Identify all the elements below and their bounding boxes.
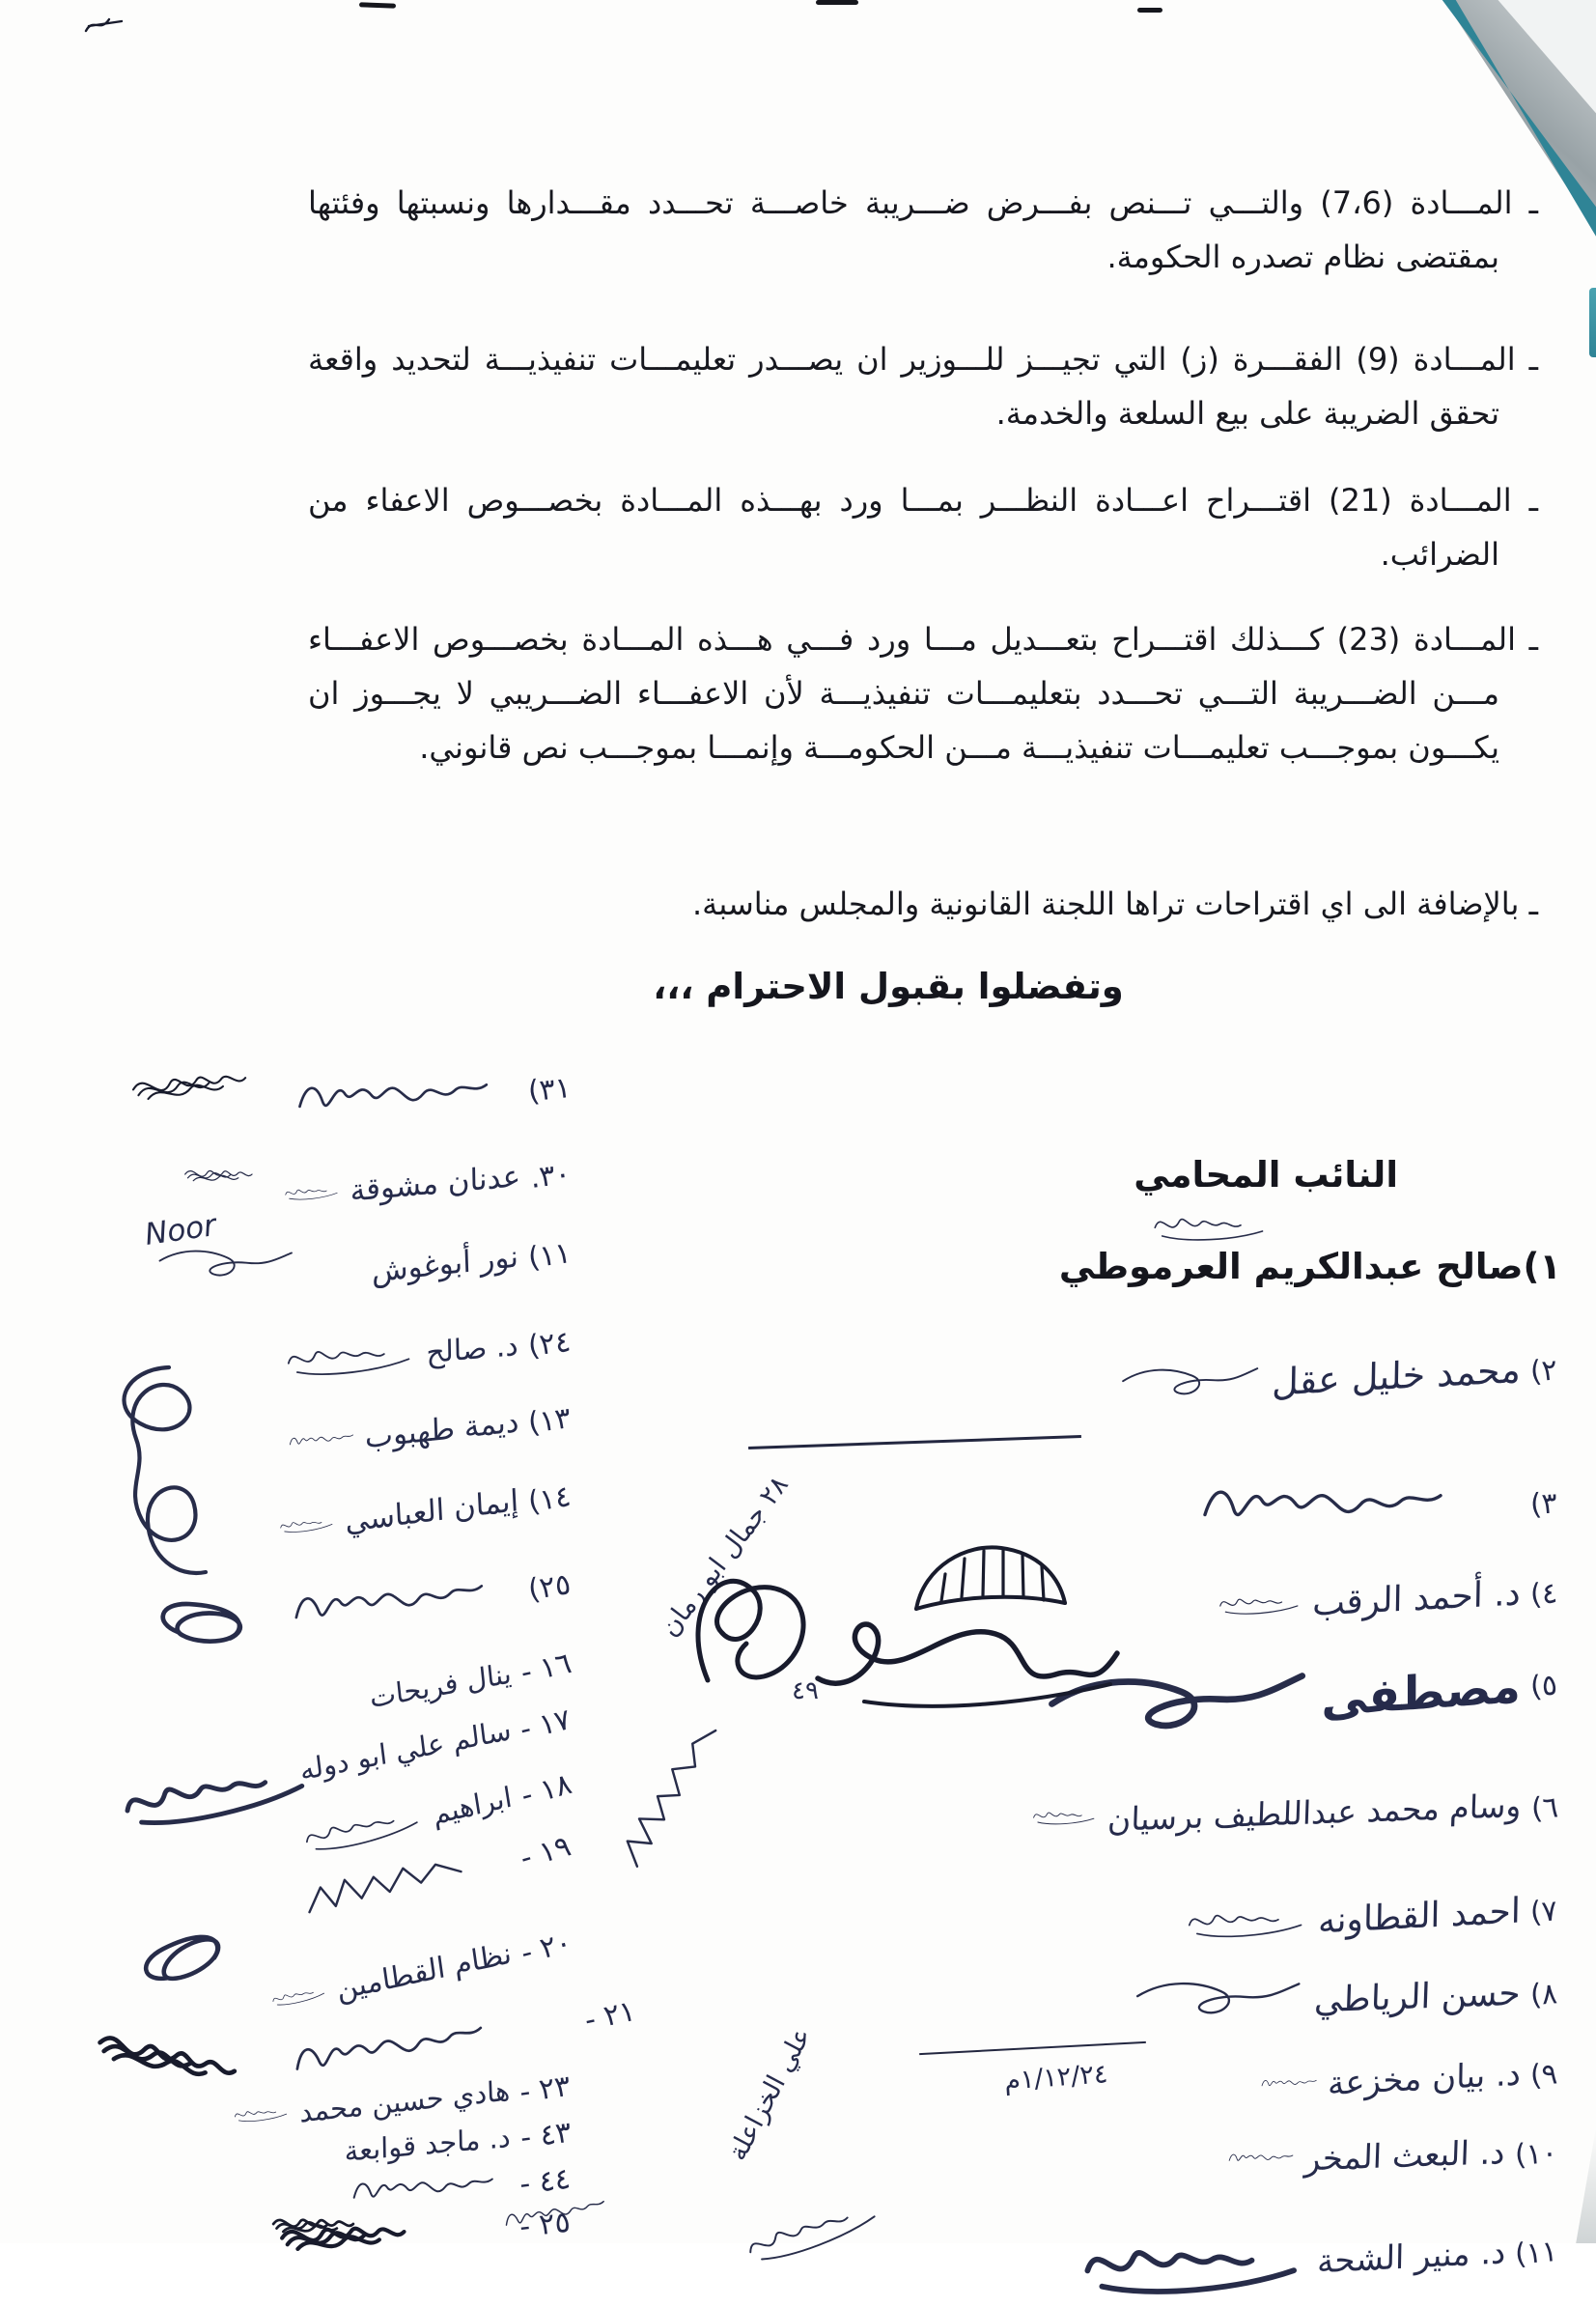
signature-large-loops xyxy=(105,1704,325,1881)
signatory-row-left-13 xyxy=(286,1398,573,1463)
signatory-name: مصطفى xyxy=(1321,1658,1522,1728)
paragraph-article-9: ـ المـــادة (9) الفقـــرة (ز) التي تجيـــز للـــوزير ان يصـــدر تعليمـــات تنفيذيـــة لتحديد واقعة تحقق الضريبة على بيع السلعة والخدمة. xyxy=(308,341,1538,432)
signature-bottom-scribble xyxy=(162,2208,481,2240)
signatory-row-right-3 xyxy=(1134,1466,1558,1549)
diagonal-signature-scribble xyxy=(600,1693,753,1894)
signatory-name: سالم علي ابو دوله xyxy=(297,1712,514,1787)
signatory-name: محمد خليل عقل xyxy=(1272,1348,1522,1404)
signatory-name: صالح عبدالكريم العرموطي xyxy=(1058,1246,1524,1287)
handwritten-number-49: ٤٩ xyxy=(792,1676,819,1705)
scan-corner-bottom-right xyxy=(1571,2127,1596,2243)
signature-scribble xyxy=(276,1503,338,1547)
signatory-row-right-10 xyxy=(1227,2134,1557,2179)
signatory-number: ١٠) xyxy=(1513,2135,1559,2173)
signature-scribble xyxy=(1075,2222,1309,2307)
signature-stroke xyxy=(919,2041,1146,2055)
signatory-name: هادي حسين محمد xyxy=(299,2073,512,2129)
signatory-number: ٤) xyxy=(1528,1575,1559,1613)
signatory-name: حسن الرياطي xyxy=(1313,1973,1522,2020)
signature-scribble xyxy=(286,1418,356,1464)
signatory-row-right-2 xyxy=(1116,1342,1558,1414)
signatory-number: ١) xyxy=(1523,1246,1561,1287)
signatory-number: ٧) xyxy=(1528,1893,1559,1930)
signatory-number: ١٧ - xyxy=(517,1702,574,1748)
crossed-out-scribble xyxy=(121,1043,281,1122)
signature-scribble xyxy=(280,1328,418,1388)
signatory-row-right-7 xyxy=(1182,1879,1558,1955)
diagonal-signature-label: علي الخزاعلة xyxy=(722,2022,818,2166)
signatory-number: ٢) xyxy=(1528,1352,1559,1390)
signatory-number: ٦) xyxy=(1528,1789,1559,1826)
signatory-number: ١١) xyxy=(1513,2234,1559,2272)
signatory-number: ٢٠ - xyxy=(517,1925,574,1971)
scan-mark xyxy=(1137,8,1162,13)
signatory-number: ٤٣ - xyxy=(518,2115,574,2155)
latin-signature-noor: Noor xyxy=(142,1208,219,1252)
signature-stroke xyxy=(748,1435,1081,1449)
signatory-number: ٢٥ - xyxy=(518,2205,573,2244)
signatory-row-left-31 xyxy=(276,1058,573,1134)
signatory-number: ٣) xyxy=(1528,1485,1559,1522)
signature-scribble xyxy=(276,1061,511,1133)
signatory-row-left-24 xyxy=(280,1317,572,1388)
scan-mark xyxy=(359,2,396,8)
signatory-row-right-6 xyxy=(1029,1787,1557,1839)
signature-large-oval xyxy=(136,1544,343,1714)
signatory-name: د. بيان مخزعة xyxy=(1327,2054,1522,2104)
signatory-number: ١٣) xyxy=(525,1400,574,1441)
signatory-name: وسام محمد عبداللطيف برسيان xyxy=(1106,1786,1522,1839)
signatory-name: إيمان العباسي xyxy=(344,1483,520,1540)
signatory-row-left-14 xyxy=(276,1477,573,1547)
signatory-number: ٢١ - xyxy=(581,1993,639,2038)
signatory-row-left-30 xyxy=(281,1155,572,1214)
paragraph-article-6-7: ـ المـــادة (7،6) والتـــي تـــنص بفـــرض ضـــريبة خاصـــة تحـــدد مقـــدارها ونسبتها وفئتها بمقتضى نظام تصدره الحكومة. xyxy=(308,184,1539,275)
signatory-number: ١٤) xyxy=(525,1478,574,1520)
signatory-row-right-9 xyxy=(1260,2055,1558,2104)
first-signatory-line xyxy=(1059,1246,1561,1287)
signatory-row-left-11 xyxy=(370,1236,572,1288)
signatory-name: نظام القطامين xyxy=(334,1935,514,2008)
signatory-number: ٨) xyxy=(1528,1976,1559,2012)
paragraph-article-23: ـ المـــادة (23) كـــذلك اقتـــراح بتعـــديل مـــا ورد فـــي هـــذه المـــادة بخصـــوص الاعفـــاء مـــن الضـــريبة التـــي تحـــدد بتعليمـــات تنفيذيـــة لأن الاعفـــاء الضـــريبي لا يجـــوز ان يكـــون بموجـــب تعليمـــات تنفيذيـــة مـــن الحكومـــة وإنمـــا بموجـــب نص قانوني. xyxy=(308,621,1539,766)
signatory-name: ينال فريحات xyxy=(367,1656,513,1714)
signature-scribble xyxy=(1260,2064,1319,2104)
signatory-row-left-16 xyxy=(367,1647,574,1713)
signature-scribble xyxy=(180,1151,271,1197)
signatory-number: ٣١) xyxy=(526,1070,573,1109)
signatory-number: ٤٤ - xyxy=(518,2161,574,2202)
signature-scribble xyxy=(1216,1579,1304,1628)
signatory-number: ٢٥) xyxy=(525,1566,574,1608)
scan-edge-artifact xyxy=(1589,288,1596,357)
signatory-number: ١٦ - xyxy=(517,1646,574,1691)
signatory-number: ٥) xyxy=(1528,1668,1559,1705)
scan-mark xyxy=(83,12,127,37)
signatory-name: احمد القطاونه xyxy=(1318,1890,1522,1942)
signatory-number: ٩) xyxy=(1528,2056,1559,2094)
signatory-name: ديمة طهبوب xyxy=(364,1404,519,1456)
signatory-number: ١٩ - xyxy=(517,1828,575,1875)
signatory-name: نور أبوغوش xyxy=(371,1239,519,1290)
signature-scribble xyxy=(1134,1467,1512,1549)
signature-scribble xyxy=(1227,2139,1296,2179)
signatory-name: عدنان مشوقة xyxy=(350,1159,521,1209)
signatory-row-right-4 xyxy=(1216,1570,1558,1628)
signatory-number: ٢٤) xyxy=(526,1324,574,1364)
signature-scribble xyxy=(1116,1353,1263,1414)
signatory-number: ٢٣ - xyxy=(518,2068,574,2110)
signatory-name: د. ماجد قوابعة xyxy=(344,2120,511,2168)
signature-swoosh xyxy=(124,1244,326,1286)
signatory-name: د. أحمد الرقب xyxy=(1312,1572,1522,1624)
diagonal-signature-label: ٢٨ جمال ابو رمان xyxy=(655,1470,795,1643)
closing-respect-line: وتفضلوا بقبول الاحترام ،،، xyxy=(653,966,1124,1007)
column-title-deputy-lawyer: النائب المحامي xyxy=(1134,1154,1398,1196)
signatory-number: ١١) xyxy=(525,1235,574,1276)
signature-scribble xyxy=(1131,1971,1305,2030)
paragraph-additional-suggestions: ـ بالإضافة الى اي اقتراحات تراها اللجنة القانونية والمجلس مناسبة. xyxy=(692,886,1538,922)
signature-scribble xyxy=(1182,1888,1309,1955)
signatory-row-right-8 xyxy=(1131,1966,1557,2030)
signatory-name: ابراهيم xyxy=(430,1780,515,1831)
signatory-name: د. منير الشحة xyxy=(1316,2233,1506,2282)
signatory-row-right-11 xyxy=(1075,2213,1559,2307)
signature-scribble xyxy=(1029,1794,1098,1838)
signature-scribble xyxy=(734,2180,889,2280)
signatory-name: د. صالح xyxy=(426,1328,519,1370)
signatory-name: د. البعث المخر xyxy=(1303,2133,1506,2180)
paragraph-article-21: ـ المـــادة (21) اقتـــراح اعـــادة النظـــر بمـــا ورد بهـــذه المـــادة بخصـــوص الاعفاء من الضرائب. xyxy=(308,482,1538,573)
signatory-number: ٣٠. xyxy=(528,1156,574,1196)
signature-scribble xyxy=(281,1171,342,1214)
handwritten-date: ١/١٢/٢٤م xyxy=(1003,2059,1109,2096)
signatory-number: ١٨ - xyxy=(517,1766,575,1814)
signature-scribble xyxy=(1149,1203,1270,1250)
signature-large-sweep xyxy=(806,1586,1125,1726)
scan-mark xyxy=(816,0,858,5)
